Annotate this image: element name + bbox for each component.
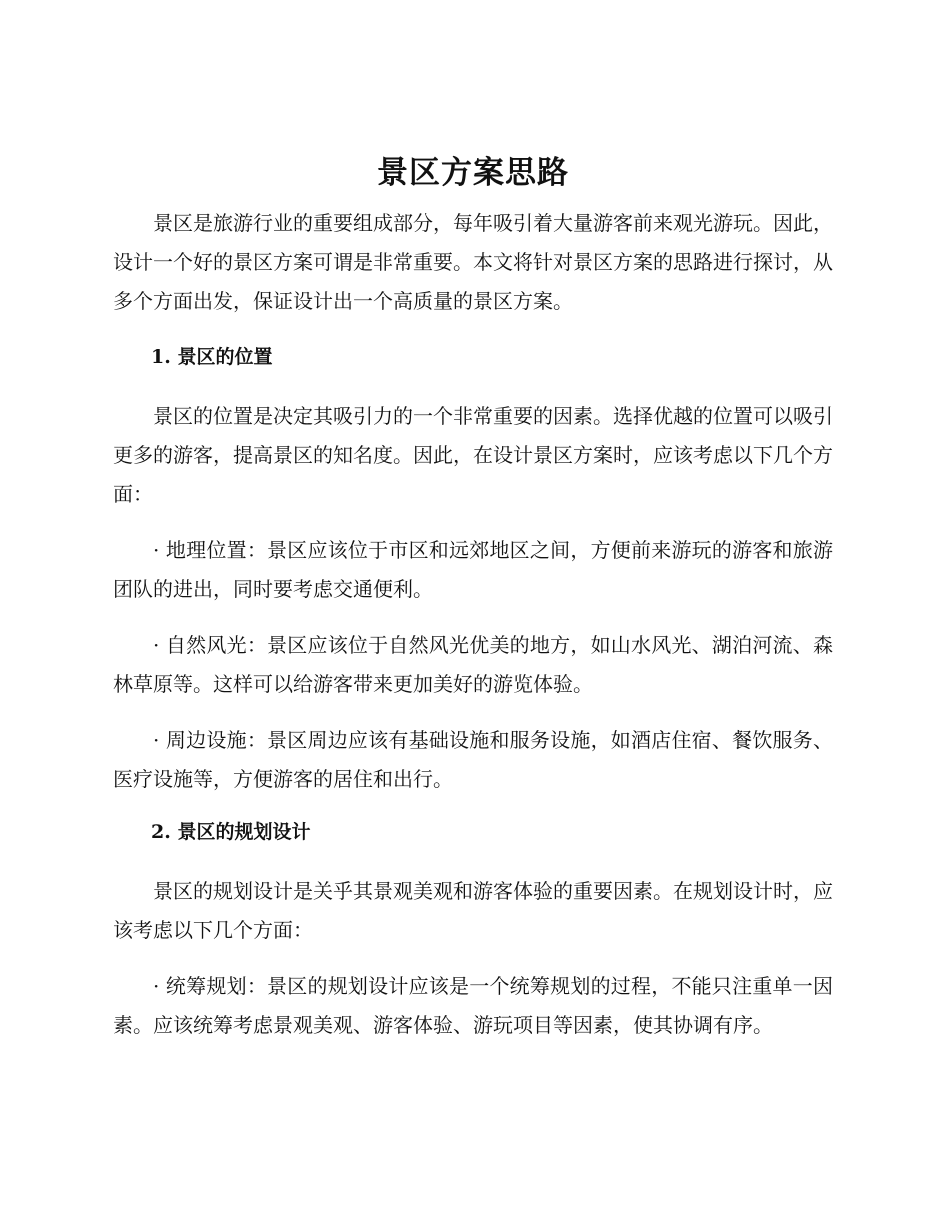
bullet-item: · 统筹规划：景区的规划设计应该是一个统筹规划的过程，不能只注重单一因素。应该统筹考虑景观美观、游客体验、游玩项目等因素，使其协调有序。	[113, 974, 833, 1037]
bullet-item: · 地理位置：景区应该位于市区和远郊地区之间，方便前来游玩的游客和旅游团队的进出，同时要考虑交通便利。	[113, 538, 833, 601]
bullet-item: · 自然风光：景区应该位于自然风光优美的地方，如山水风光、湖泊河流、森林草原等。这样可以给游客带来更加美好的游览体验。	[113, 633, 833, 696]
bullet-item: · 周边设施：景区周边应该有基础设施和服务设施，如酒店住宿、餐饮服务、医疗设施等，方便游客的居住和出行。	[113, 728, 833, 791]
intro-paragraph: 景区是旅游行业的重要组成部分，每年吸引着大量游客前来观光游玩。因此，设计一个好的景区方案可谓是非常重要。本文将针对景区方案的思路进行探讨，从多个方面出发，保证设计出一个高质量的景区方案。	[113, 211, 833, 313]
section-paragraph-location: 景区的位置是决定其吸引力的一个非常重要的因素。选择优越的位置可以吸引更多的游客，提高景区的知名度。因此，在设计景区方案时，应该考虑以下几个方面：	[113, 404, 833, 506]
section-paragraph-planning: 景区的规划设计是关乎其景观美观和游客体验的重要因素。在规划设计时，应该考虑以下几个方面：	[113, 879, 833, 942]
document-page	[113, 150, 833, 1062]
section-heading-planning: 2. 景区的规划设计	[151, 821, 311, 843]
section-heading-location: 1. 景区的位置	[151, 346, 273, 368]
document-title: 景区方案思路	[377, 155, 569, 191]
